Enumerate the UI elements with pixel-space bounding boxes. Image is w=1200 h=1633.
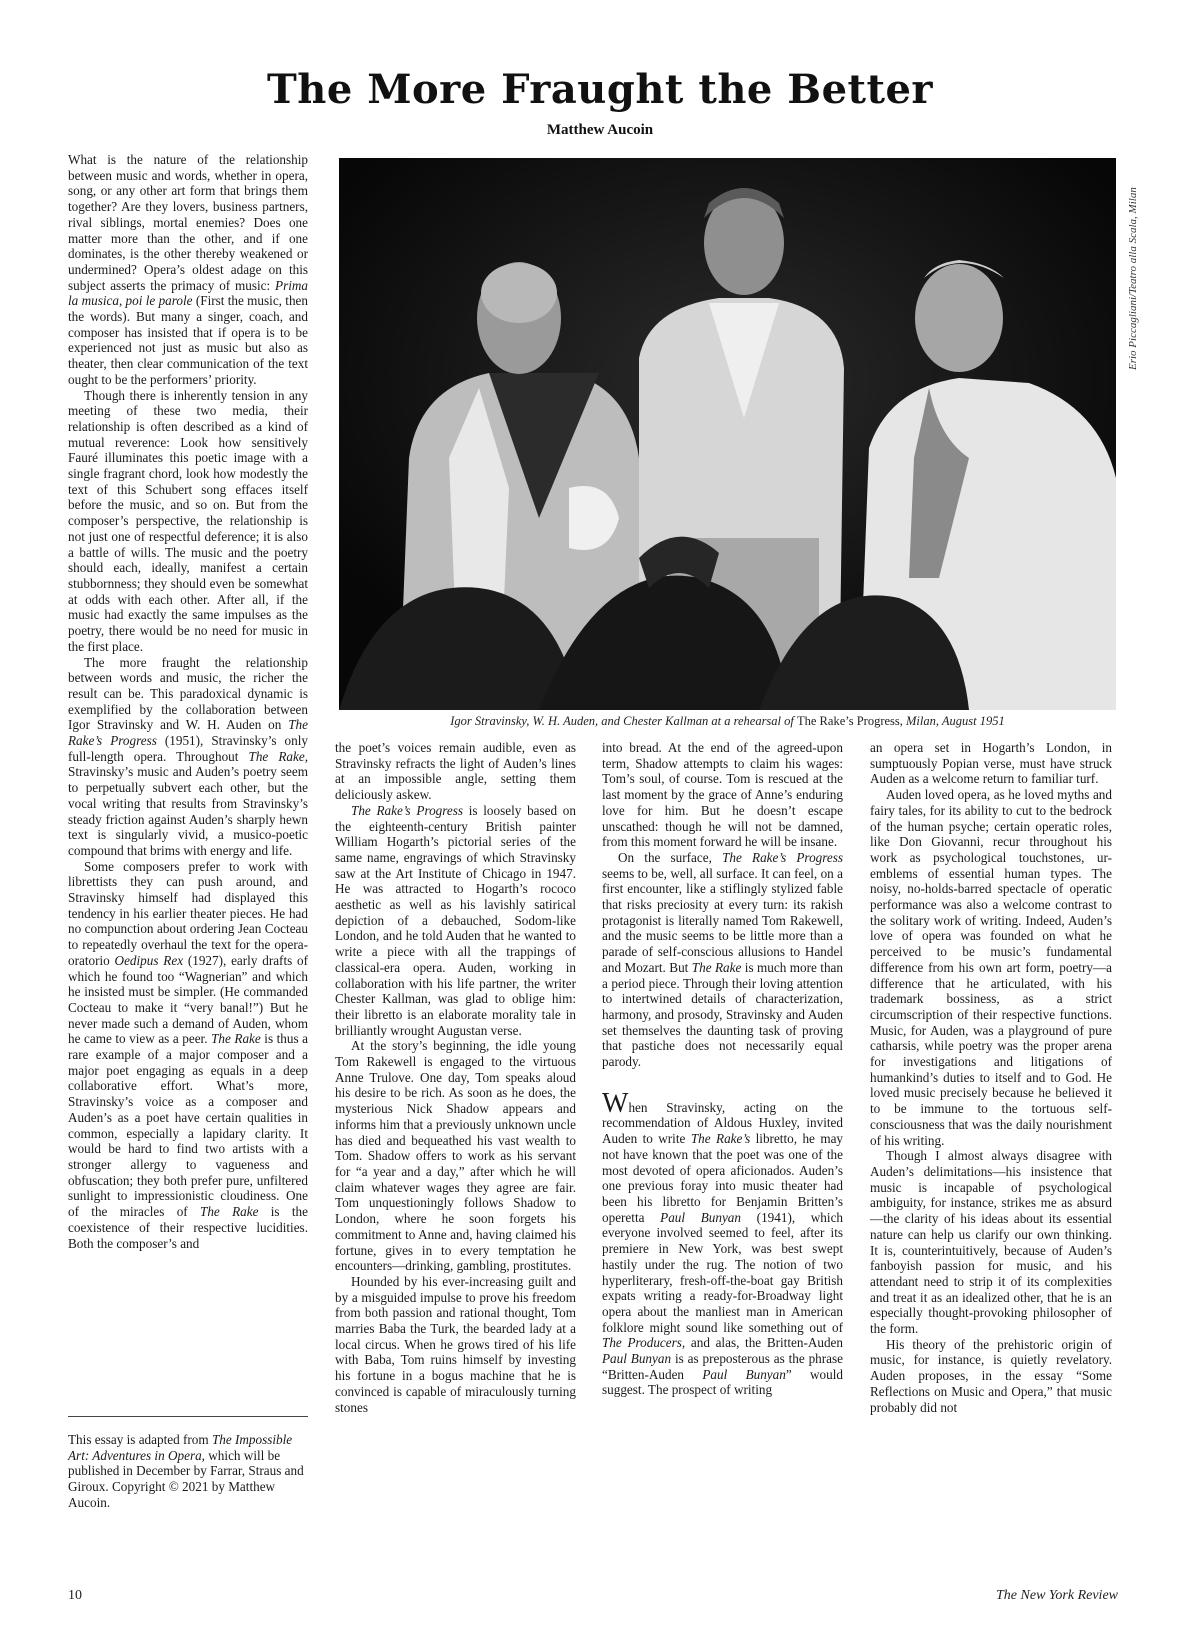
paragraph: Auden loved opera, as he loved myths and fairy tales, for its ability to cut to the bedrock of the human psyche; certain operatic roles, like Don Giovanni, recur throughout his work as psychological touchstones, ur-emblems of essential human types. The noisy, no-holds-barred spectacle of operatic performance was also a welcome contrast to the solitary work of writing. Indeed, Auden’s love of opera was founded on what he perceived to be music’s fundamental difference from his own art form, poetry—a difference that he articulated, with his trademark bossiness, as a strict circumscription of their respective functions. Music, for Auden, was a playground of pure catharsis, while poetry was the proper arena for investigations and litigations of humankind’s duties to itself and to God. He loved music precisely because he believed it to be immune to the tortuous self-consciousness that was the daily nourishment of his writing.: [870, 787, 1112, 1148]
column-1: [68, 152, 308, 1251]
paragraph: Though there is inherently tension in any meeting of these two media, their relationship is often described as a kind of mutual reverence: Look how sensitively Fauré illuminates this poetic image with a single fragrant chord, look how modestly the text of this Schubert song effaces itself before the music, and so on. But from the composer’s perspective, the relationship is not just one of respectful deference; it is also a battle of wills. The music and the poetry should each, ideally, manifest a certain stubbornness; they should even be somewhat at odds with each other. After all, if the music had exactly the same impulses as the poetry, there would be no need for music in the first place.: [68, 387, 308, 654]
paragraph: Hounded by his ever-increasing guilt and by a misguided impulse to prove his freedom from both passion and rational thought, Tom marries Baba the Turk, the bearded lady at a local circus. When he grows tired of his life with Baba, Tom ruins himself by investing his fortune in a bogus machine that he is convinced is capable of miraculously turning stones: [335, 1273, 576, 1415]
footnote-rule: [68, 1416, 308, 1417]
page-number: 10: [68, 1588, 82, 1603]
article-photo: [339, 158, 1116, 710]
paragraph: the poet’s voices remain audible, even as Stravinsky refracts the light of Auden’s lines at an impossible angle, setting them deliciously askew.: [335, 740, 576, 803]
paragraph: When Stravinsky, acting on the recommendation of Aldous Huxley, invited Auden to write The Rake’s libretto, he may not have known that the poet was one of the most devoted of opera aficionados. Auden’s one previous foray into music theater had been his libretto for Benjamin Britten’s operetta Paul Bunyan (1941), which everyone involved seemed to feel, after its premiere in New York, was best swept hastily under the rug. The notion of two hyperliterary, fresh-off-the-boat gay British expats writing a ready-for-Broadway light opera about the manliest man in American folklore might sound like something out of The Producers, and alas, the Britten-Auden Paul Bunyan is as preposterous as the phrase “Britten-Auden Paul Bunyan” would suggest. The prospect of writing: [602, 1087, 844, 1398]
paragraph: Some composers prefer to work with librettists they can push around, and Stravinsky himself had displayed this tendency in his earlier theater pieces. He had no compunction about ordering Jean Cocteau to repeatedly overhaul the text for the opera-oratorio Oedipus Rex (1927), early drafts of which he found too “Wagnerian” and which he insisted must be simpler. (He commanded Cocteau to make it “very banal!”) But he never made such a demand of Auden, whom he came to view as a peer. The Rake is thus a rare example of a major composer and a major poet engaging as equals in a deep collaborative effort. What’s more, Stravinsky’s voice as a composer and Auden’s as a poet have certain qualities in common, especially a lapidary clarity. It would be hard to find two artists with a stronger allergy to vagueness and obfuscation; they both prefer pure, unfiltered sunlight to impressionistic cloudiness. One of the miracles of The Rake is the coexistence of their respective lucidities. Both the composer’s and: [68, 858, 309, 1251]
paragraph: The more fraught the relationship between words and music, the richer the result can be. This paradoxical dynamic is exemplified by the collaboration between Igor Stravinsky and W. H. Auden on The Rake’s Progress (1951), Stravinsky’s only full-length opera. Throughout The Rake, Stravinsky’s music and Auden’s poetry seem to perpetually subvert each other, but the vocal writing that results from Stravinsky’s steady friction against Auden’s sharply hewn text is singularly vivid, a musico-poetic compound that brims with energy and life.: [68, 654, 309, 858]
paragraph: The Rake’s Progress is loosely based on the eighteenth-century British painter William Hogarth’s pictorial series of the same name, engravings of which Stravinsky saw at the Art Institute of Chicago in 1947. He was attracted to Hogarth’s rococo aesthetic as well as his lavishly satirical depiction of a debauched, Sodom-like London, and he told Auden that he wanted to write a piece with all the trappings of classical-era opera. Auden, working in collaboration with his life partner, the writer Chester Kallman, was glad to oblige him: their libretto is an elaborate morality tale in brilliantly wrought Augustan verse.: [335, 802, 576, 1038]
column-4: [870, 740, 1112, 1415]
paragraph: an opera set in Hogarth’s London, in sumptuously Popian verse, must have struck Auden as a welcome return to familiar turf.: [870, 740, 1112, 787]
paragraph: At the story’s beginning, the idle young Tom Rakewell is engaged to the virtuous Anne Trulove. One day, Tom speaks aloud his desire to be rich. As soon as he does, the mysterious Nick Shadow appears and informs him that a previously unknown uncle has died and bequeathed his vast wealth to Tom. Shadow offers to work as his servant for “a year and a day,” after which he will claim whatever wages they agree are fair. Tom unquestioningly follows Shadow to London, where he soon forgets his commitment to Anne and, having claimed his fortune, gives in to every temptation he encounters—drinking, gambling, prostitutes.: [335, 1038, 576, 1274]
photo-illustration: [339, 158, 1116, 710]
publication-name: The New York Review: [996, 1588, 1118, 1603]
paragraph: Though I almost always disagree with Auden’s delimitations—his insistence that music is incapable of psychological ambiguity, for instance, strikes me as absurd—the clarity of his ideas about its essential nature can help us clarify our own thinking. It is, counterintuitively, because of Auden’s fanboyish passion for music, and his attendant need to strip it of its complexities and treat it as an idealized other, that he is an especially thought-provoking philosopher of the form.: [870, 1148, 1112, 1337]
paragraph: What is the nature of the relationship between music and words, whether in opera, song, or any other art form that brings them together? Are they lovers, business partners, rival siblings, mortal enemies? Does one matter more than the other, and if one dominates, is the other thereby weakened or undermined? Opera’s oldest adage on this subject asserts the primacy of music: Prima la musica, poi le parole (First the music, then the words). But many a singer, coach, and composer has insisted that if opera is to be experienced not just as music but also as theater, then clear communication of the text ought to be the performers’ priority.: [68, 152, 308, 387]
column-3: [602, 740, 843, 1398]
drop-cap: W: [602, 1087, 629, 1119]
footnote: This essay is adapted from The Impossible Art: Adventures in Opera, which will be published in December by Farrar, Straus and Giroux. Copyright © 2021 by Matthew Aucoin.: [68, 1432, 304, 1510]
photo-credit: Erio Piccagliani/Teatro alla Scala, Milan: [1127, 187, 1139, 370]
column-2: [335, 740, 576, 1415]
paragraph: His theory of the prehistoric origin of music, for instance, is quietly revelatory. Auden proposes, in the essay “Some Reflections on Music and Opera,” that music probably did not: [870, 1336, 1112, 1415]
photo-caption: Igor Stravinsky, W. H. Auden, and Chester Kallman at a rehearsal of The Rake’s Progress, Milan, August 1951: [450, 714, 1005, 728]
article-title: The More Fraught the Better: [266, 66, 934, 113]
paragraph: into bread. At the end of the agreed-upon term, Shadow attempts to claim his wages: Tom’s soul, of course. Tom is rescued at the last moment by the grace of Anne’s enduring love for him. But he doesn’t escape unscathed: though he will not be damned, from this moment forward he will be insane.: [602, 740, 843, 850]
paragraph: On the surface, The Rake’s Progress seems to be, well, all surface. It can feel, on a first encounter, like a stiflingly stylized fable that risks preciosity at every turn: its rakish protagonist is literally named Tom Rakewell, and the music seems to be little more than a parade of self-conscious allusions to Handel and Mozart. But The Rake is much more than a period piece. Through their loving attention to intertwined details of characterization, harmony, and prosody, Stravinsky and Auden set themselves the daunting task of proving that pastiche does not necessarily equal parody.: [602, 849, 844, 1070]
byline: Matthew Aucoin: [546, 122, 654, 138]
